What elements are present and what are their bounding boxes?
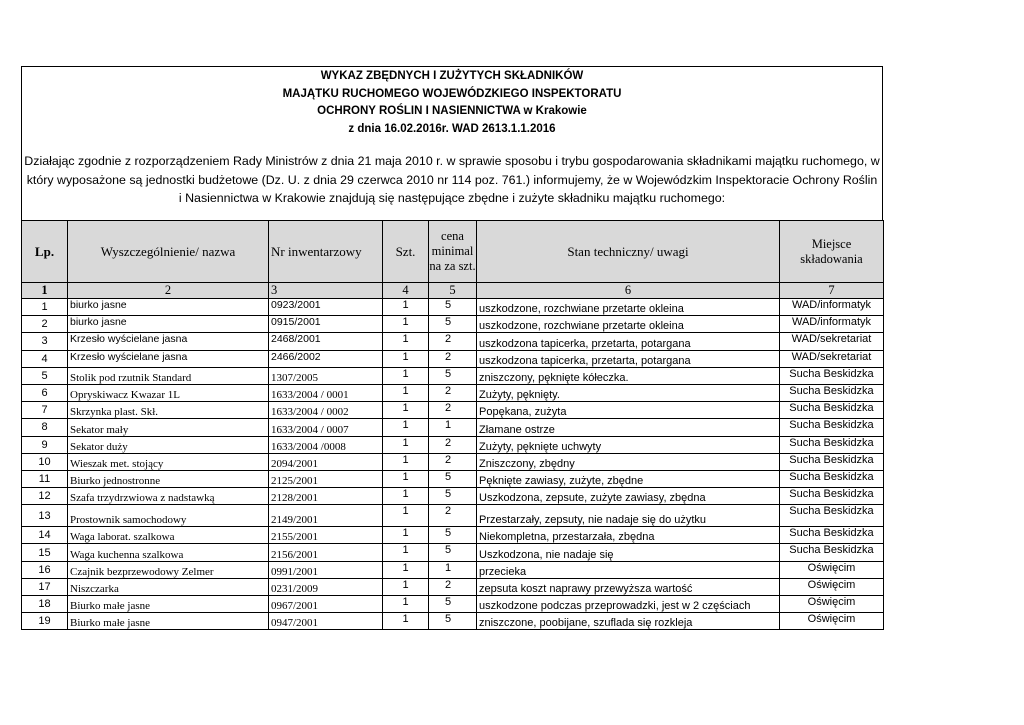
row-state: uszkodzone, rozchwiane przetarte okleina (477, 316, 780, 333)
table-row (22, 316, 884, 333)
document-title (22, 67, 882, 138)
row-qty: 1 (383, 470, 429, 487)
row-inventory-number: 0947/2001 (269, 613, 383, 630)
table-row (22, 470, 884, 487)
row-state: przecieka (477, 561, 780, 578)
row-price: 5 (429, 527, 477, 544)
row-state: uszkodzona tapicerka, przetarta, potargana (477, 350, 780, 367)
row-inventory-number: 2094/2001 (269, 453, 383, 470)
col-header-qty: Szt. (383, 221, 429, 283)
row-place: Oświęcim (780, 561, 884, 578)
row-place: Sucha Beskidzka (780, 527, 884, 544)
table-row (22, 613, 884, 630)
row-price: 5 (429, 488, 477, 505)
row-lp: 17 (22, 578, 68, 595)
column-number-row (22, 283, 884, 299)
table-header-row (22, 221, 884, 283)
row-place: Oświęcim (780, 578, 884, 595)
row-place: WAD/sekretariat (780, 333, 884, 350)
col-number: 2 (68, 283, 269, 299)
row-lp: 19 (22, 613, 68, 630)
row-lp: 18 (22, 596, 68, 613)
row-place: Sucha Beskidzka (780, 488, 884, 505)
table-row (22, 561, 884, 578)
row-qty: 1 (383, 384, 429, 401)
row-lp: 1 (22, 299, 68, 316)
row-qty: 1 (383, 367, 429, 384)
col-header-lp: Lp. (22, 221, 68, 283)
row-lp: 8 (22, 419, 68, 436)
row-state: zepsuta koszt naprawy przewyższa wartość (477, 578, 780, 595)
row-state: uszkodzona tapicerka, przetarta, potargana (477, 333, 780, 350)
row-qty: 1 (383, 488, 429, 505)
table-row (22, 488, 884, 505)
row-name: Biurko małe jasne (68, 613, 269, 630)
row-name: Krzesło wyścielane jasna (68, 333, 269, 350)
row-price: 2 (429, 384, 477, 401)
title-line: WYKAZ ZBĘDNYCH I ZUŻYTYCH SKŁADNIKÓW (320, 70, 584, 82)
table-row (22, 367, 884, 384)
row-price: 2 (429, 453, 477, 470)
row-place: WAD/informatyk (780, 299, 884, 316)
col-header-state: Stan techniczny/ uwagi (477, 221, 780, 283)
row-name: Wieszak met. stojący (68, 453, 269, 470)
row-inventory-number: 2466/2002 (269, 350, 383, 367)
row-lp: 12 (22, 488, 68, 505)
row-state: Zużyty, pęknięty. (477, 384, 780, 401)
col-number: 4 (383, 283, 429, 299)
row-qty: 1 (383, 596, 429, 613)
row-state: zniszczony, pęknięte kółeczka. (477, 367, 780, 384)
row-inventory-number: 0231/2009 (269, 578, 383, 595)
row-price: 1 (429, 561, 477, 578)
row-place: Sucha Beskidzka (780, 402, 884, 419)
col-header-inventory: Nr inwentarzowy (269, 221, 383, 283)
row-name: Biurko małe jasne (68, 596, 269, 613)
row-state: Uszkodzona, zepsute, zużyte zawiasy, zbędna (477, 488, 780, 505)
row-place: Sucha Beskidzka (780, 419, 884, 436)
row-lp: 4 (22, 350, 68, 367)
row-price: 2 (429, 436, 477, 453)
row-price: 5 (429, 299, 477, 316)
table-row (22, 453, 884, 470)
row-place: Sucha Beskidzka (780, 544, 884, 561)
row-qty: 1 (383, 419, 429, 436)
row-price: 2 (429, 505, 477, 527)
row-lp: 3 (22, 333, 68, 350)
row-place: Oświęcim (780, 596, 884, 613)
row-price: 2 (429, 333, 477, 350)
intro-paragraph: Działając zgodnie z rozporządzeniem Rady Ministrów z dnia 21 maja 2010 r. w sprawie sposobu i trybu gospodarowania składnikami majątku ruchomego, w który wyposażone są jednostki budżetowe (Dz. U. z dnia 29 czerwca 2010 nr 114 poz. 761.) informujemy, że w Wojewódzkim Inspektoracie Ochrony Roślin i Nasiennictwa w Krakowie znajdują się następujące zbędne i zużyte składniku majątku ruchomego: (24, 154, 880, 205)
row-state: uszkodzone, rozchwiane przetarte okleina (477, 299, 780, 316)
row-lp: 2 (22, 316, 68, 333)
row-state: Uszkodzona, nie nadaje się (477, 544, 780, 561)
row-lp: 13 (22, 505, 68, 527)
row-qty: 1 (383, 613, 429, 630)
row-place: Oświęcim (780, 613, 884, 630)
row-price: 1 (429, 419, 477, 436)
row-qty: 1 (383, 402, 429, 419)
row-lp: 14 (22, 527, 68, 544)
row-inventory-number: 1633/2004 /0008 (269, 436, 383, 453)
table-row (22, 505, 884, 527)
row-qty: 1 (383, 316, 429, 333)
document-header (21, 66, 883, 220)
title-line: OCHRONY ROŚLIN I NASIENNICTWA w Krakowie (317, 105, 587, 117)
row-lp: 11 (22, 470, 68, 487)
row-price: 5 (429, 613, 477, 630)
row-inventory-number: 1307/2005 (269, 367, 383, 384)
row-inventory-number: 1633/2004 / 0007 (269, 419, 383, 436)
row-place: WAD/sekretariat (780, 350, 884, 367)
row-name: biurko jasne (68, 299, 269, 316)
row-price: 5 (429, 367, 477, 384)
table-row (22, 384, 884, 401)
row-name: Sekator duży (68, 436, 269, 453)
row-name: Szafa trzydrzwiowa z nadstawką (68, 488, 269, 505)
row-state: Zużyty, pęknięte uchwyty (477, 436, 780, 453)
row-state: Przestarzały, zepsuty, nie nadaje się do użytku (477, 505, 780, 527)
row-state: zniszczone, poobijane, szuflada się rozkleja (477, 613, 780, 630)
row-place: Sucha Beskidzka (780, 453, 884, 470)
row-state: uszkodzone podczas przeprowadzki, jest w 2 częściach (477, 596, 780, 613)
row-state: Złamane ostrze (477, 419, 780, 436)
title-line: MAJĄTKU RUCHOMEGO WOJEWÓDZKIEGO INSPEKTORATU (282, 87, 622, 100)
col-number: 7 (780, 283, 884, 299)
row-place: Sucha Beskidzka (780, 367, 884, 384)
table-row (22, 527, 884, 544)
col-number: 5 (429, 283, 477, 299)
col-number: 3 (269, 283, 383, 299)
row-lp: 15 (22, 544, 68, 561)
table-row (22, 299, 884, 316)
row-price: 5 (429, 470, 477, 487)
row-inventory-number: 1633/2004 / 0002 (269, 402, 383, 419)
col-number: 6 (477, 283, 780, 299)
row-qty: 1 (383, 436, 429, 453)
row-lp: 5 (22, 367, 68, 384)
col-header-name: Wyszczególnienie/ nazwa (68, 221, 269, 283)
row-qty: 1 (383, 544, 429, 561)
row-qty: 1 (383, 578, 429, 595)
row-price: 2 (429, 402, 477, 419)
row-inventory-number: 0991/2001 (269, 561, 383, 578)
table-row (22, 419, 884, 436)
row-name: Prostownik samochodowy (68, 505, 269, 527)
row-state: Niekompletna, przestarzała, zbędna (477, 527, 780, 544)
row-inventory-number: 2156/2001 (269, 544, 383, 561)
table-row (22, 402, 884, 419)
row-name: biurko jasne (68, 316, 269, 333)
row-name: Waga kuchenna szalkowa (68, 544, 269, 561)
row-state: Pęknięte zawiasy, zużyte, zbędne (477, 470, 780, 487)
row-name: Czajnik bezprzewodowy Zelmer (68, 561, 269, 578)
table-row (22, 596, 884, 613)
assets-table (21, 220, 884, 630)
row-price: 2 (429, 350, 477, 367)
row-name: Sekator mały (68, 419, 269, 436)
row-qty: 1 (383, 505, 429, 527)
row-state: Popękana, zużyta (477, 402, 780, 419)
row-lp: 16 (22, 561, 68, 578)
table-row (22, 436, 884, 453)
table-row (22, 333, 884, 350)
row-qty: 1 (383, 561, 429, 578)
row-price: 5 (429, 316, 477, 333)
row-inventory-number: 2149/2001 (269, 505, 383, 527)
row-qty: 1 (383, 453, 429, 470)
row-inventory-number: 2128/2001 (269, 488, 383, 505)
row-inventory-number: 1633/2004 / 0001 (269, 384, 383, 401)
row-name: Skrzynka plast. Skł. (68, 402, 269, 419)
row-price: 2 (429, 578, 477, 595)
col-number: 1 (22, 283, 68, 299)
row-place: Sucha Beskidzka (780, 505, 884, 527)
row-inventory-number: 0967/2001 (269, 596, 383, 613)
row-qty: 1 (383, 333, 429, 350)
col-header-price: cena minimal na za szt. (429, 221, 477, 283)
row-lp: 9 (22, 436, 68, 453)
row-lp: 10 (22, 453, 68, 470)
row-state: Zniszczony, zbędny (477, 453, 780, 470)
row-inventory-number: 2468/2001 (269, 333, 383, 350)
row-price: 5 (429, 544, 477, 561)
title-line: z dnia 16.02.2016r. WAD 2613.1.1.2016 (348, 122, 556, 135)
row-lp: 6 (22, 384, 68, 401)
row-name: Niszczarka (68, 578, 269, 595)
col-header-place: Miejsce składowania (780, 221, 884, 283)
row-place: WAD/informatyk (780, 316, 884, 333)
row-lp: 7 (22, 402, 68, 419)
row-inventory-number: 0915/2001 (269, 316, 383, 333)
document-sheet (21, 66, 883, 630)
row-name: Waga laborat. szalkowa (68, 527, 269, 544)
row-name: Krzesło wyścielane jasna (68, 350, 269, 367)
row-inventory-number: 2125/2001 (269, 470, 383, 487)
row-name: Biurko jednostronne (68, 470, 269, 487)
row-place: Sucha Beskidzka (780, 436, 884, 453)
table-row (22, 578, 884, 595)
row-inventory-number: 0923/2001 (269, 299, 383, 316)
row-qty: 1 (383, 299, 429, 316)
row-qty: 1 (383, 527, 429, 544)
row-name: Stolik pod rzutnik Standard (68, 367, 269, 384)
table-row (22, 350, 884, 367)
row-qty: 1 (383, 350, 429, 367)
row-place: Sucha Beskidzka (780, 384, 884, 401)
row-price: 5 (429, 596, 477, 613)
row-inventory-number: 2155/2001 (269, 527, 383, 544)
row-place: Sucha Beskidzka (780, 470, 884, 487)
row-name: Opryskiwacz Kwazar 1L (68, 384, 269, 401)
table-row (22, 544, 884, 561)
